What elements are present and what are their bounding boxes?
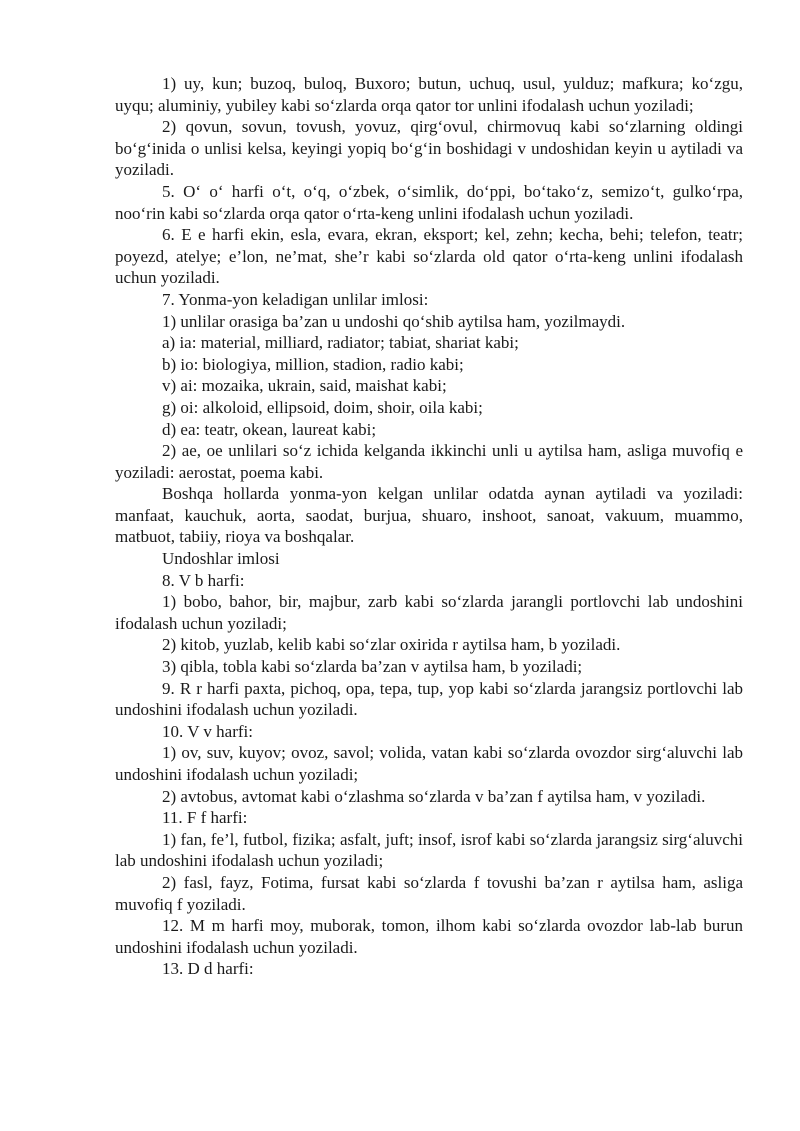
paragraph: 3) qibla, tobla kabi so‘zlarda ba’zan v aytilsa ham, b yoziladi; (162, 657, 583, 677)
list-item: a) ia: material, milliard, radiator; tabiat, shariat kabi; (162, 333, 519, 353)
paragraph: 12. M m harfi moy, muborak, tomon, ilhom kabi so‘zlarda ovozdor lab-lab burun undoshini ifodalash uchun yoziladi. (115, 916, 743, 957)
paragraph: 2) fasl, fayz, Fotima, fursat kabi so‘zlarda f tovushi ba’zan r aytilsa ham, asliga muvofiq f yoziladi. (115, 872, 743, 914)
section-heading: 11. F f harfi: (162, 808, 248, 828)
paragraph: 6. E e harfi ekin, esla, evara, ekran, eksport; kel, zehn; kecha, behi; telefon, teatr; poyezd, atelye; e’lon, ne’mat, she’r kabi so‘zlarda old qator o‘rta-keng unlini ifodalash uchun yoziladi. (115, 225, 743, 288)
paragraph: 1) unlilar orasiga ba’zan u undoshi qo‘shib aytilsa ham, yozilmaydi. (162, 311, 626, 331)
section-heading: 13. D d harfi: (162, 959, 254, 979)
paragraph: 2) kitob, yuzlab, kelib kabi so‘zlar oxirida r aytilsa ham, b yoziladi. (162, 635, 621, 655)
list-item: v) ai: mozaika, ukrain, said, maishat kabi; (162, 376, 447, 396)
document-page (115, 73, 743, 980)
section-heading: 10. V v harfi: (162, 721, 253, 741)
paragraph: 1) ov, suv, kuyov; ovoz, savol; volida, vatan kabi so‘zlarda ovozdor sirg‘aluvchi lab undoshini ifodalash uchun yoziladi; (115, 743, 743, 784)
paragraph: 5. O‘ o‘ harfi o‘t, o‘q, o‘zbek, o‘simlik, do‘ppi, bo‘tako‘z, semizo‘t, gulko‘rpa, noo‘rin kabi so‘zlarda orqa qator o‘rta-keng unlini ifodalash uchun yoziladi. (115, 181, 743, 223)
paragraph: 2) avtobus, avtomat kabi o‘zlashma so‘zlarda v ba’zan f aytilsa ham, v yoziladi. (162, 786, 706, 806)
list-item: d) ea: teatr, okean, laureat kabi; (162, 419, 377, 439)
paragraph: 1) fan, fe’l, futbol, fizika; asfalt, juft; insof, isrof kabi so‘zlarda jarangsiz sirg‘aluvchi lab undoshini ifodalash uchun yoziladi; (115, 829, 743, 871)
section-heading: Undoshlar imlosi (162, 549, 280, 569)
paragraph: 2) qovun, sovun, tovush, yovuz, qirg‘ovul, chirmovuq kabi so‘zlarning oldingi bo‘g‘inida o unlisi kelsa, keyingi yopiq bo‘g‘in boshidagi v undoshidan keyin u aytiladi va yoziladi. (115, 117, 743, 180)
list-item: g) oi: alkoloid, ellipsoid, doim, shoir, oila kabi; (162, 397, 483, 417)
paragraph: 1) uy, kun; buzoq, buloq, Buxoro; butun, uchuq, usul, yulduz; mafkura; ko‘zgu, uyqu; aluminiy, yubiley kabi so‘zlarda orqa qator tor unlini ifodalash uchun yoziladi; (115, 74, 743, 115)
paragraph: 2) ae, oe unlilari so‘z ichida kelganda ikkinchi unli u aytilsa ham, asliga muvofiq e yoziladi: aerostat, poema kabi. (115, 441, 743, 482)
section-heading: 8. V b harfi: (162, 570, 245, 590)
paragraph: 1) bobo, bahor, bir, majbur, zarb kabi so‘zlarda jarangli portlovchi lab undoshini ifodalash uchun yoziladi; (115, 592, 743, 633)
section-heading: 7. Yonma-yon keladigan unlilar imlosi: (162, 289, 429, 309)
paragraph: 9. R r harfi paxta, pichoq, opa, tepa, tup, yop kabi so‘zlarda jarangsiz portlovchi lab undoshini ifodalash uchun yoziladi. (115, 678, 743, 720)
paragraph: Boshqa hollarda yonma-yon kelgan unlilar odatda aynan aytiladi va yoziladi: manfaat, kauchuk, aorta, saodat, burjua, shuaro, inshoot, sanoat, vakuum, muammo, matbuot, tabiiy, rioya va boshqalar. (115, 484, 743, 547)
list-item: b) io: biologiya, million, stadion, radio kabi; (162, 354, 464, 374)
